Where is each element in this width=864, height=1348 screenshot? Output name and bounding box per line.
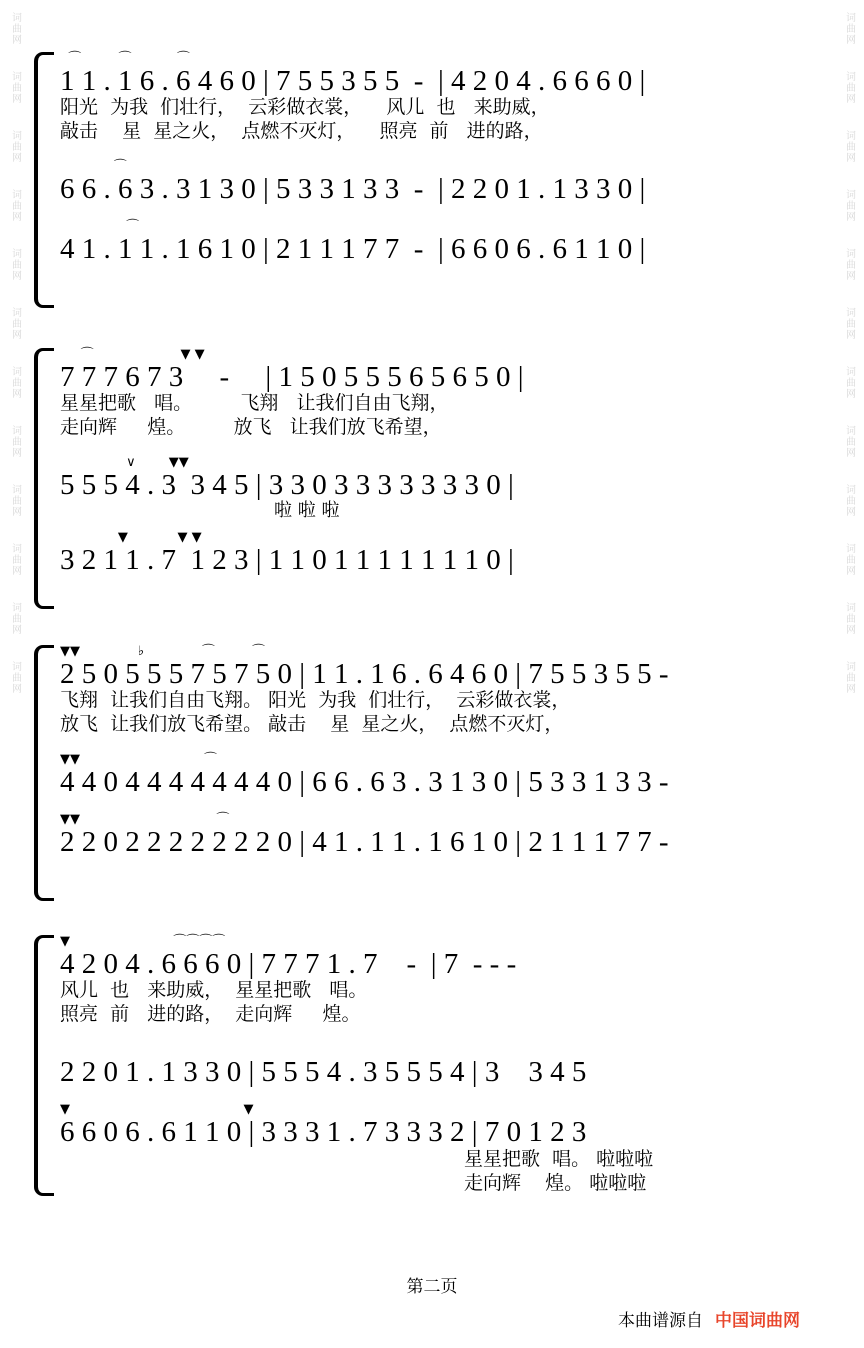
score-sheet xyxy=(34,0,830,1348)
bass-marks-2: ▼ ▼ ▼ xyxy=(60,529,202,545)
watermark-text: 词曲网 xyxy=(9,130,21,163)
alto-marks-4 xyxy=(34,1043,830,1057)
watermark-text: 词曲网 xyxy=(843,543,855,576)
watermark-text: 词曲网 xyxy=(9,307,21,340)
soprano-lyrics-3a xyxy=(34,689,830,713)
notation-line: 3 2 1 1 . 7 1 2 3 | 1 1 0 1 1 1 1 1 1 1 0 | xyxy=(60,543,514,576)
watermark-text: 词曲网 xyxy=(843,602,855,635)
notation-line: 1 1 . 1 6 . 6 4 6 0 | 7 5 5 3 5 5 - | 4 2 0 4 . 6 6 6 0 | xyxy=(60,65,646,97)
notation-line: 7 7 7 6 7 3 - | 1 5 0 5 5 5 6 5 6 5 0 | xyxy=(60,361,524,393)
source-credit xyxy=(618,1306,800,1331)
notation-line: 2 2 0 2 2 2 2 2 2 2 0 | 4 1 . 1 1 . 1 6 1 0 | 2 1 1 1 7 7 - xyxy=(60,826,669,859)
lyric-line: 放飞 让我们放飞希望。 敲击 星 星之火， 点燃不灭灯， xyxy=(60,713,564,736)
watermark-text: 词曲网 xyxy=(9,189,21,222)
score-system-2 xyxy=(34,348,830,628)
soprano-lyrics-1b xyxy=(34,120,830,144)
watermark-text: 词曲网 xyxy=(843,425,855,458)
lyric-line: 阳光 为我 们壮行， 云彩做衣裳， 风儿 也 来助威， xyxy=(60,96,550,119)
watermark-text: 词曲网 xyxy=(843,366,855,399)
soprano-lyrics-2b xyxy=(34,416,830,440)
soprano-marks-2: ⌒ ▼ ▼ xyxy=(60,347,205,362)
lyric-line: 走向辉 煌。 放飞 让我们放飞希望， xyxy=(60,416,442,439)
watermark-text: 词曲网 xyxy=(9,71,21,104)
score-system-3 xyxy=(34,645,830,925)
system-brace xyxy=(34,52,54,308)
alto-marks-2: ∨ ▼▼ xyxy=(60,454,189,470)
watermark-column-right xyxy=(836,0,862,1348)
notation-line: 4 2 0 4 . 6 6 6 0 | 7 7 7 1 . 7 - | 7 - - - xyxy=(60,948,517,980)
watermark-text: 词曲网 xyxy=(843,307,855,340)
bass-notes-3 xyxy=(34,827,830,857)
bass-notes-2 xyxy=(34,545,830,575)
soprano-lyrics-3b xyxy=(34,713,830,737)
lyric-line: 走向辉 煌。 啦啦啦 xyxy=(464,1171,647,1194)
score-system-4 xyxy=(34,935,830,1255)
system-brace xyxy=(34,935,54,1196)
bass-marks-1: ⌒ xyxy=(60,219,140,235)
soprano-marks-4: ▼ ⌒⌒⌒⌒ xyxy=(60,934,226,949)
watermark-text: 词曲网 xyxy=(9,602,21,635)
watermark-text: 词曲网 xyxy=(843,189,855,222)
bass-marks-4: ▼ ▼ xyxy=(60,1102,254,1118)
alto-notes-1 xyxy=(34,174,830,204)
watermark-text: 词曲网 xyxy=(843,661,855,694)
bass-lyrics-4b xyxy=(34,1172,830,1196)
alto-marks-1: ⌒ xyxy=(60,158,127,174)
soprano-lyrics-1a xyxy=(34,96,830,120)
lyric-line: 飞翔 让我们自由飞翔。 阳光 为我 们壮行， 云彩做衣裳， xyxy=(60,689,571,712)
soprano-marks-1: ⌒ ⌒ ⌒ xyxy=(60,51,190,66)
watermark-text: 词曲网 xyxy=(9,484,21,517)
score-system-1 xyxy=(34,52,830,332)
lyric-line: 星星把歌 唱。 飞翔 让我们自由飞翔， xyxy=(60,392,449,415)
soprano-notes-1 xyxy=(34,66,830,96)
watermark-text: 词曲网 xyxy=(843,248,855,281)
watermark-text: 词曲网 xyxy=(843,484,855,517)
source-label: 本曲谱源自 xyxy=(618,1311,703,1331)
watermark-text: 词曲网 xyxy=(9,248,21,281)
system-brace xyxy=(34,645,54,901)
lyric-line: 啦 啦 啦 xyxy=(274,500,340,522)
lyric-line: 星星把歌 唱。 啦啦啦 xyxy=(464,1147,654,1170)
watermark-text: 词曲网 xyxy=(9,12,21,45)
alto-notes-2 xyxy=(34,470,830,500)
page-number: 第二页 xyxy=(406,1277,458,1297)
watermark-text: 词曲网 xyxy=(9,543,21,576)
bass-lyrics-4a xyxy=(34,1148,830,1172)
watermark-text: 词曲网 xyxy=(843,71,855,104)
alto-marks-3: ▼▼ ⌒ xyxy=(60,751,217,767)
bass-marks-3: ▼▼ ⌒ xyxy=(60,812,230,828)
watermark-text: 词曲网 xyxy=(843,130,855,163)
soprano-lyrics-2a xyxy=(34,392,830,416)
watermark-text: 词曲网 xyxy=(843,12,855,45)
notation-line: 4 1 . 1 1 . 1 6 1 0 | 2 1 1 1 7 7 - | 6 6 0 6 . 6 1 1 0 | xyxy=(60,233,646,266)
notation-line: 2 5 0 5 5 5 7 5 7 5 0 | 1 1 . 1 6 . 6 4 6 0 | 7 5 5 3 5 5 - xyxy=(60,658,669,690)
soprano-lyrics-4a xyxy=(34,979,830,1003)
watermark-text: 词曲网 xyxy=(9,425,21,458)
notation-line: 2 2 0 1 . 1 3 3 0 | 5 5 5 4 . 3 5 5 5 4 | 3 3 4 5 xyxy=(60,1055,587,1088)
alto-lyrics-2 xyxy=(34,500,830,523)
system-brace xyxy=(34,348,54,609)
alto-notes-3 xyxy=(34,767,830,797)
soprano-notes-2 xyxy=(34,362,830,392)
watermark-text: 词曲网 xyxy=(9,366,21,399)
notation-line: 5 5 5 4 . 3 3 4 5 | 3 3 0 3 3 3 3 3 3 3 0 | xyxy=(60,468,514,501)
notation-line: 6 6 0 6 . 6 1 1 0 | 3 3 3 1 . 7 3 3 3 2 | 7 0 1 2 3 xyxy=(60,1116,587,1149)
soprano-notes-3 xyxy=(34,659,830,689)
watermark-column-left xyxy=(2,0,28,1348)
lyric-line: 敲击 星 星之火， 点燃不灭灯， 照亮 前 进的路， xyxy=(60,120,543,143)
source-brand[interactable]: 中国词曲网 xyxy=(715,1311,800,1331)
watermark-text: 词曲网 xyxy=(9,661,21,694)
soprano-marks-3: ▼▼ ♭ ⌒ ⌒ xyxy=(60,644,266,659)
lyric-line: 风儿 也 来助威， 星星把歌 唱。 xyxy=(60,979,368,1002)
soprano-notes-4 xyxy=(34,949,830,979)
soprano-lyrics-4b xyxy=(34,1003,830,1027)
bass-notes-1 xyxy=(34,234,830,264)
alto-notes-4 xyxy=(34,1057,830,1087)
bass-notes-4 xyxy=(34,1117,830,1147)
lyric-line: 照亮 前 进的路， 走向辉 煌。 xyxy=(60,1003,361,1026)
notation-line: 4 4 0 4 4 4 4 4 4 4 0 | 6 6 . 6 3 . 3 1 3 0 | 5 3 3 1 3 3 - xyxy=(60,765,669,798)
notation-line: 6 6 . 6 3 . 3 1 3 0 | 5 3 3 1 3 3 - | 2 2 0 1 . 1 3 3 0 | xyxy=(60,172,646,205)
